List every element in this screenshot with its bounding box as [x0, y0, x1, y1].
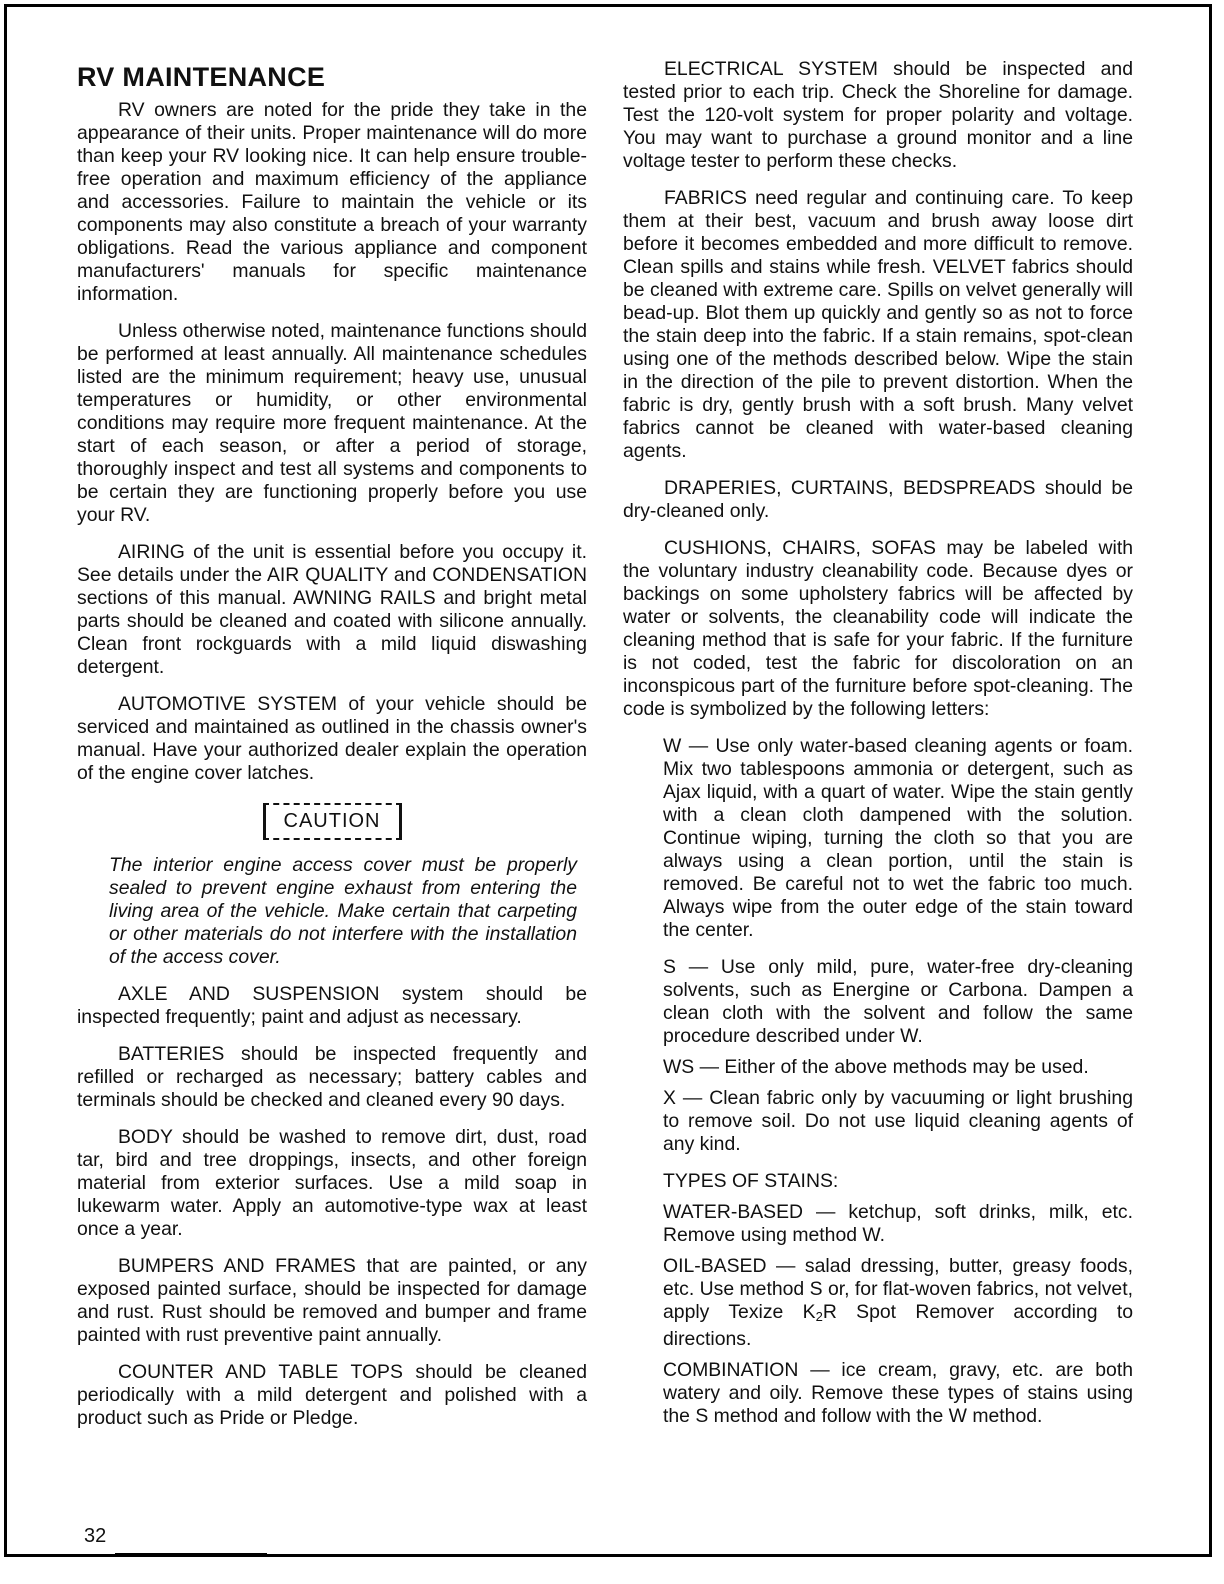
intro-paragraph-2: Unless otherwise noted, maintenance functions should be performed at least annually. All maintenance schedules listed are the minimum requirement; heavy use, unusual temperatures or humidity, or other environmental conditions may require more frequent maintenance. At the start of each season, or after a period of storage, thoroughly inspect and test all systems and components to be certain they are functioning properly before you use your RV.: [77, 320, 587, 526]
water-based-stains: WATER-BASED — ketchup, soft drinks, milk, etc. Remove using method W.: [663, 1201, 1133, 1246]
oil-based-subscript: 2: [815, 1309, 823, 1324]
counter-paragraph: COUNTER AND TABLE TOPS should be cleaned periodically with a mild detergent and polished with a product such as Pride or Pledge.: [77, 1361, 587, 1429]
caution-block: [77, 854, 587, 969]
body-paragraph: BODY should be washed to remove dirt, dust, road tar, bird and tree droppings, insects, and other foreign material from exterior surfaces. Use a mild soap in lukewarm water. Apply an automotive-type wax at least once a year.: [77, 1126, 587, 1240]
axle-paragraph: AXLE AND SUSPENSION system should be inspected frequently; paint and adjust as necessary.: [77, 983, 587, 1028]
caution-text: The interior engine access cover must be properly sealed to prevent engine exhaust from entering the living area of the vehicle. Make certain that carpeting or other materials do not interfere with the installation of the access cover.: [109, 854, 577, 968]
oil-based-text-b: R Spot Remover according to directions.: [663, 1301, 1133, 1350]
code-w: W — Use only water-based cleaning agents or foam. Mix two tablespoons ammonia or detergent, such as Ajax liquid, with a quart of water. Wipe the stain gently with a clean cloth dampened with the solution. Continue wiping, turning the cloth so that you are always using a clean portion, until the stain is removed. Be careful not to wet the fabric too much. Always wipe from the outer edge of the stain toward the center.: [663, 735, 1133, 941]
airing-paragraph: AIRING of the unit is essential before you occupy it. See details under the AIR QUALITY and CONDENSATION sections of this manual. AWNING RAILS and bright metal parts should be cleaned and coated with silicone annually. Clean front rockguards with a mild liquid diswashing detergent.: [77, 541, 587, 678]
caution-label: CAUTION: [263, 803, 402, 840]
page-title: RV MAINTENANCE: [77, 62, 326, 92]
code-s: S — Use only mild, pure, water-free dry-cleaning solvents, such as Energine or Carbona. Dampen a clean cloth with the solvent and follow the same procedure described under W.: [663, 956, 1133, 1047]
page-number: 32: [84, 1525, 107, 1547]
electrical-paragraph: ELECTRICAL SYSTEM should be inspected and tested prior to each trip. Check the Shoreline for damage. Test the 120-volt system for proper polarity and voltage. You may want to purchase a ground monitor and a line voltage tester to perform these checks.: [623, 58, 1133, 172]
code-x: X — Clean fabric only by vacuuming or light brushing to remove soil. Do not use liquid cleaning agents of any kind.: [663, 1087, 1133, 1155]
code-ws: WS — Either of the above methods may be used.: [663, 1056, 1089, 1078]
right-column: [623, 58, 1133, 1442]
intro-paragraph-1: RV owners are noted for the pride they take in the appearance of their units. Proper maintenance will do more than keep your RV looking nice. It can help ensure trouble-free operation and maximum efficiency of the appliance and accessories. Failure to maintain the vehicle or its components may also constitute a breach of your warranty obligations. Read the various appliance and component manufacturers' manuals for specific maintenance information.: [77, 99, 587, 305]
cushions-paragraph: CUSHIONS, CHAIRS, SOFAS may be labeled with the voluntary industry cleanability code. Because dyes or backings on some upholstery fabrics will be affected by water or solvents, the cleanability code will indicate the cleaning method that is safe for your fabric. If the furniture is not coded, test the fabric for discoloration on an inconspicous part of the furniture before spot-cleaning. The code is symbolized by the following letters:: [623, 537, 1133, 720]
fabrics-paragraph: FABRICS need regular and continuing care. To keep them at their best, vacuum and brush away loose dirt before it becomes embedded and more difficult to remove. Clean spills and stains while fresh. VELVET fabrics should be cleaned with extreme care. Spills on velvet generally will bead-up. Blot them up quickly and gently so as not to force the stain deep into the fabric. If a stain remains, spot-clean using one of the methods described below. Wipe the stain in the direction of the pile to prevent distortion. When the fabric is dry, gently brush with a soft brush. Many velvet fabrics cannot be cleaned with water-based cleaning agents.: [623, 187, 1133, 462]
oil-based-stains: [663, 1255, 1133, 1351]
automotive-paragraph: AUTOMOTIVE SYSTEM of your vehicle should be serviced and maintained as outlined in the chassis owner's manual. Have your authorized dealer explain the operation of the engine cover latches.: [77, 693, 587, 784]
footer-rule: [115, 1553, 267, 1555]
batteries-paragraph: BATTERIES should be inspected frequently and refilled or recharged as necessary; battery cables and terminals should be checked and cleaned every 90 days.: [77, 1043, 587, 1111]
stain-types-heading: TYPES OF STAINS:: [663, 1170, 839, 1192]
combination-stains: COMBINATION — ice cream, gravy, etc. are both watery and oily. Remove these types of stains using the S method and follow with the W method.: [663, 1359, 1133, 1427]
cleanability-codes: [623, 735, 1133, 1428]
draperies-paragraph: DRAPERIES, CURTAINS, BEDSPREADS should be dry-cleaned only.: [623, 477, 1133, 522]
caution-callout: [77, 803, 587, 840]
oil-based-text-a: OIL-BASED — salad dressing, butter, greasy foods, etc. Use method S or, for flat-woven fabrics, not velvet, apply Texize K: [663, 1255, 1133, 1323]
left-column: [77, 62, 587, 1444]
bumpers-paragraph: BUMPERS AND FRAMES that are painted, or any exposed painted surface, should be inspected for damage and rust. Rust should be removed and bumper and frame painted with rust preventive paint annually.: [77, 1255, 587, 1346]
